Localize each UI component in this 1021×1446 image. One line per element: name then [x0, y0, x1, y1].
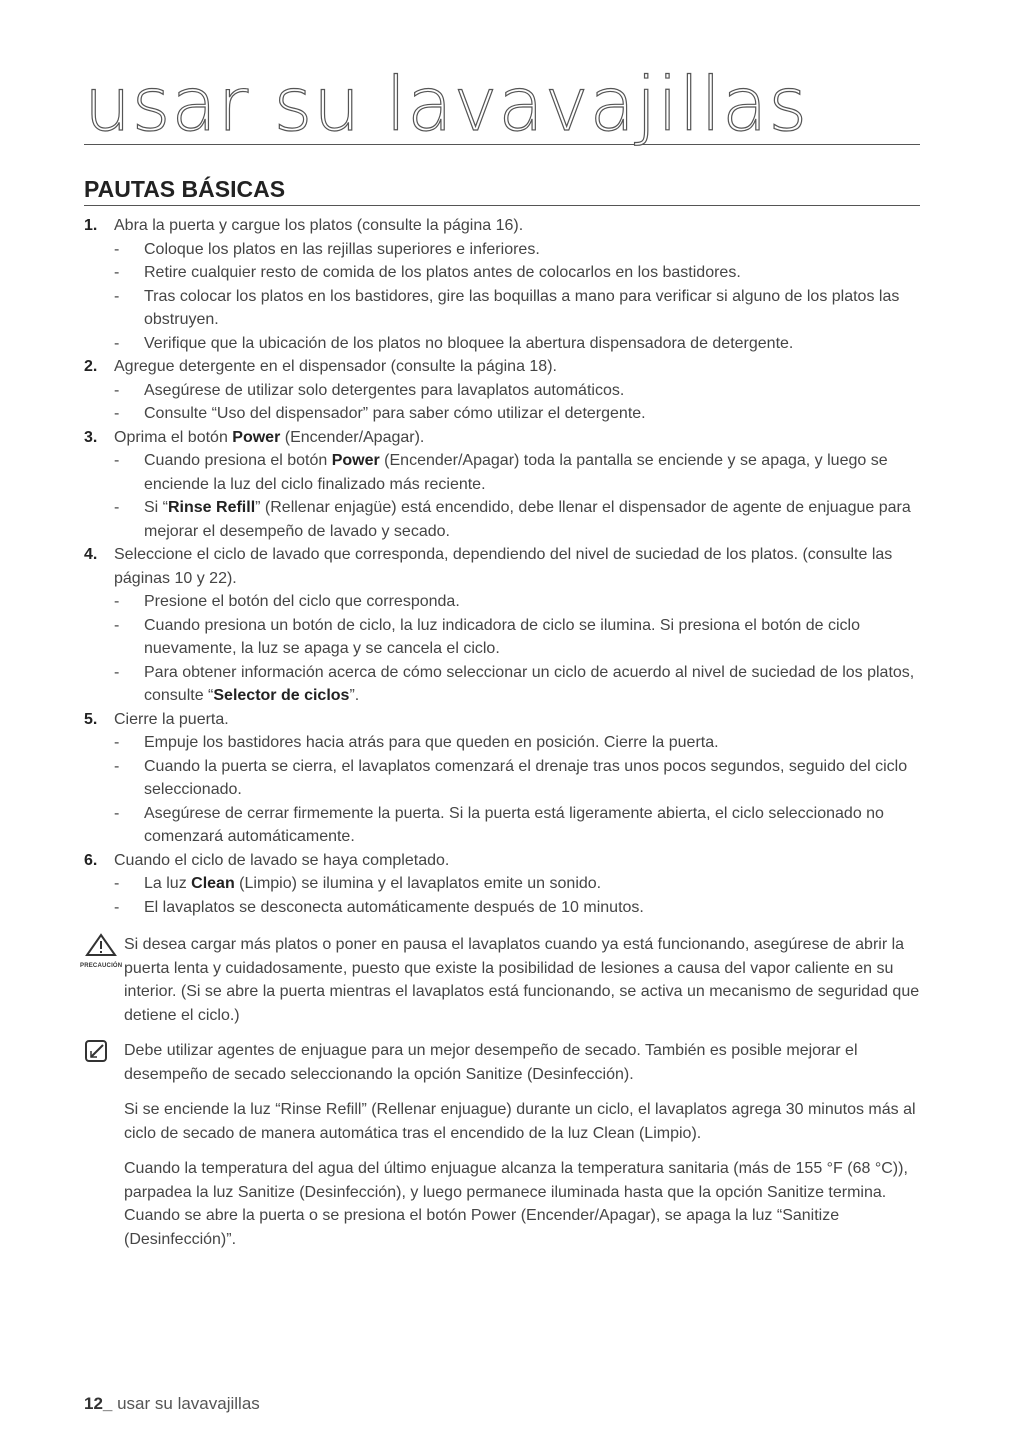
bullet-dash: - — [114, 757, 120, 775]
step-subitem — [84, 285, 924, 332]
bullet-dash: - — [114, 804, 120, 822]
bullet-dash: - — [114, 898, 120, 916]
text-segment: Coloque los platos en las rejillas superiores e inferiores. — [144, 240, 540, 258]
text-segment: Asegúrese de utilizar solo detergentes para lavaplatos automáticos. — [144, 381, 625, 399]
bold-term: Selector de ciclos — [213, 687, 350, 704]
subitem-text — [144, 402, 924, 426]
step-subitem — [84, 590, 924, 614]
text-segment: Oprima el botón — [114, 428, 233, 446]
bold-term: Power — [232, 428, 281, 446]
step-item — [84, 849, 924, 873]
subitem-text — [144, 449, 924, 496]
subitem-text — [144, 285, 924, 332]
text-segment: Cierre la puerta. — [114, 710, 229, 728]
step-number: 6. — [84, 851, 98, 869]
text-segment: Empuje los bastidores hacia atrás para que queden en posición. Cierre la puerta. — [144, 734, 719, 751]
step-subitem — [84, 731, 924, 755]
text-segment: ” (Rellenar enjagüe) está encendido, debe llenar el dispensador de agente de enjuague para mejorar el desempeño de lavado y secado. — [144, 499, 911, 540]
subitem-text — [144, 238, 924, 262]
text-segment: Tras colocar los platos en los bastidores, gire las boquillas a mano para verificar si alguno de los platos las obstruyen. — [144, 287, 900, 328]
page-footer — [84, 1394, 260, 1414]
note-paragraph-1: Debe utilizar agentes de enjuague para un mejor desempeño de secado. También es posible mejorar el desempeño de secado seleccionando la opción Sanitize (Desinfección). — [124, 1042, 858, 1083]
step-item — [84, 708, 924, 732]
text-segment: Presione el botón del ciclo que corresponda. — [144, 593, 460, 610]
step-list — [84, 214, 924, 919]
subitem-text — [144, 802, 924, 849]
text-segment: ”. — [349, 687, 360, 704]
bullet-dash: - — [114, 734, 120, 751]
caution-text: Si desea cargar más platos o poner en pausa el lavaplatos cuando ya está funcionando, asegúrese de abrir la puerta lenta y cuidadosamente, puesto que existe la posibilidad de lesiones a causa del vapor caliente en su interior. (Si se abre la puerta mientras el lavaplatos está funcionando, se activa un mecanismo de seguridad que detiene el ciclo.) — [124, 936, 920, 1024]
step-number: 5. — [84, 710, 98, 728]
bold-term: Clean — [191, 875, 235, 892]
text-segment: (Limpio) se ilumina y el lavaplatos emite un sonido. — [234, 875, 602, 892]
step-item — [84, 355, 924, 379]
bullet-dash: - — [114, 381, 120, 399]
text-segment: Cuando presiona el botón — [144, 452, 332, 469]
note-paragraph-2: Si se enciende la luz “Rinse Refill” (Rellenar enjuague) durante un ciclo, el lavaplatos agrega 30 minutos más al ciclo de secado de manera automática tras el encendido de la luz Clean (Limpio). — [124, 1101, 916, 1142]
bullet-dash: - — [114, 452, 120, 469]
page-number: 12_ — [84, 1394, 113, 1413]
text-segment: (Encender/Apagar). — [280, 428, 425, 446]
step-subitem — [84, 402, 924, 426]
text-segment: El lavaplatos se desconecta automáticamente después de 10 minutos. — [144, 898, 644, 916]
bullet-dash: - — [114, 264, 120, 281]
bold-term: Rinse Refill — [168, 499, 256, 516]
step-subitem — [84, 872, 924, 896]
subitem-text — [144, 896, 924, 920]
bullet-dash: - — [114, 593, 120, 610]
bullet-dash: - — [114, 405, 120, 422]
subitem-text — [144, 261, 924, 285]
section-title: PAUTAS BÁSICAS — [84, 176, 920, 206]
text-segment: (Encender/Apagar) toda la pantalla se enciende y se apaga, y luego se enciende la luz del ciclo finalizado más reciente. — [144, 452, 888, 493]
step-text — [114, 543, 924, 590]
text-segment: Cuando presiona un botón de ciclo, la luz indicadora de ciclo se ilumina. Si presiona el botón de ciclo nuevamente, la luz se apaga y se cancela el ciclo. — [144, 616, 860, 657]
text-segment: Para obtener información acerca de cómo seleccionar un ciclo de acuerdo al nivel de suciedad de los platos, consulte “ — [144, 663, 915, 704]
step-number: 4. — [84, 546, 98, 563]
bullet-dash: - — [114, 287, 120, 305]
text-segment: Seleccione el ciclo de lavado que corresponda, dependiendo del nivel de suciedad de los platos. (consulte las páginas 10 y 22). — [114, 546, 893, 587]
step-item — [84, 543, 924, 590]
bullet-dash: - — [114, 875, 120, 892]
step-subitem — [84, 661, 924, 708]
step-text — [114, 214, 924, 238]
subitem-text — [144, 755, 924, 802]
text-segment: Verifique que la ubicación de los platos no bloquee la abertura dispensadora de detergente. — [144, 334, 794, 352]
text-segment: Asegúrese de cerrar firmemente la puerta. Si la puerta está ligeramente abierta, el ciclo seleccionado no comenzará automáticamente. — [144, 804, 884, 845]
step-number: 2. — [84, 358, 98, 375]
footer-label: usar su lavavajillas — [112, 1394, 260, 1413]
note-icon — [84, 1039, 124, 1073]
subitem-text — [144, 332, 924, 356]
text-segment: Si “ — [144, 499, 168, 516]
step-subitem — [84, 379, 924, 403]
instructions — [80, 214, 924, 1251]
text-segment: La luz — [144, 875, 192, 892]
step-subitem — [84, 755, 924, 802]
subitem-text — [144, 590, 924, 614]
text-segment: Consulte “Uso del dispensador” para saber cómo utilizar el detergente. — [144, 405, 646, 422]
bullet-dash: - — [114, 240, 120, 258]
step-text — [114, 708, 924, 732]
step-subitem — [84, 238, 924, 262]
subitem-text — [144, 496, 924, 543]
caution-notice — [80, 933, 924, 1027]
step-subitem — [84, 614, 924, 661]
step-subitem — [84, 896, 924, 920]
step-subitem — [84, 802, 924, 849]
step-text — [114, 426, 924, 450]
subitem-text — [144, 661, 924, 708]
step-subitem — [84, 496, 924, 543]
text-segment: Cuando la puerta se cierra, el lavaplatos comenzará el drenaje tras unos pocos segundos, seguido del ciclo seleccionado. — [144, 757, 908, 798]
step-item — [84, 426, 924, 450]
bullet-dash: - — [114, 334, 120, 352]
text-segment: Agregue detergente en el dispensador (consulte la página 18). — [114, 358, 557, 375]
text-segment: Retire cualquier resto de comida de los platos antes de colocarlos en los bastidores. — [144, 264, 741, 281]
subitem-text — [144, 731, 924, 755]
chapter-title: usar su lavavajillas — [84, 68, 920, 145]
subitem-text — [144, 379, 924, 403]
step-subitem — [84, 332, 924, 356]
step-subitem — [84, 261, 924, 285]
note-notice — [84, 1039, 924, 1086]
step-subitem — [84, 449, 924, 496]
caution-label: PRECAUCIÓN — [80, 963, 123, 969]
step-number: 1. — [84, 217, 98, 234]
subitem-text — [144, 614, 924, 661]
step-number: 3. — [84, 428, 98, 446]
step-text — [114, 355, 924, 379]
bold-term: Power — [331, 452, 380, 469]
caution-icon — [80, 933, 124, 969]
note-paragraph-3: Cuando la temperatura del agua del último enjuague alcanza la temperatura sanitaria (más de 155 °F (68 °C)), parpadea la luz Sanitize (Desinfección), y luego permanece iluminada hasta que la opción Sanitize termina. Cuando se abre la puerta o se presiona el botón Power (Encender/Apagar), se apaga la luz “Sanitize (Desinfección)”. — [124, 1160, 908, 1248]
bullet-dash: - — [114, 499, 120, 516]
bullet-dash: - — [114, 616, 120, 634]
text-segment: Cuando el ciclo de lavado se haya completado. — [114, 851, 450, 869]
text-segment: Abra la puerta y cargue los platos (consulte la página 16). — [114, 217, 524, 234]
bullet-dash: - — [114, 663, 120, 681]
step-text — [114, 849, 924, 873]
step-item — [84, 214, 924, 238]
subitem-text — [144, 872, 924, 896]
